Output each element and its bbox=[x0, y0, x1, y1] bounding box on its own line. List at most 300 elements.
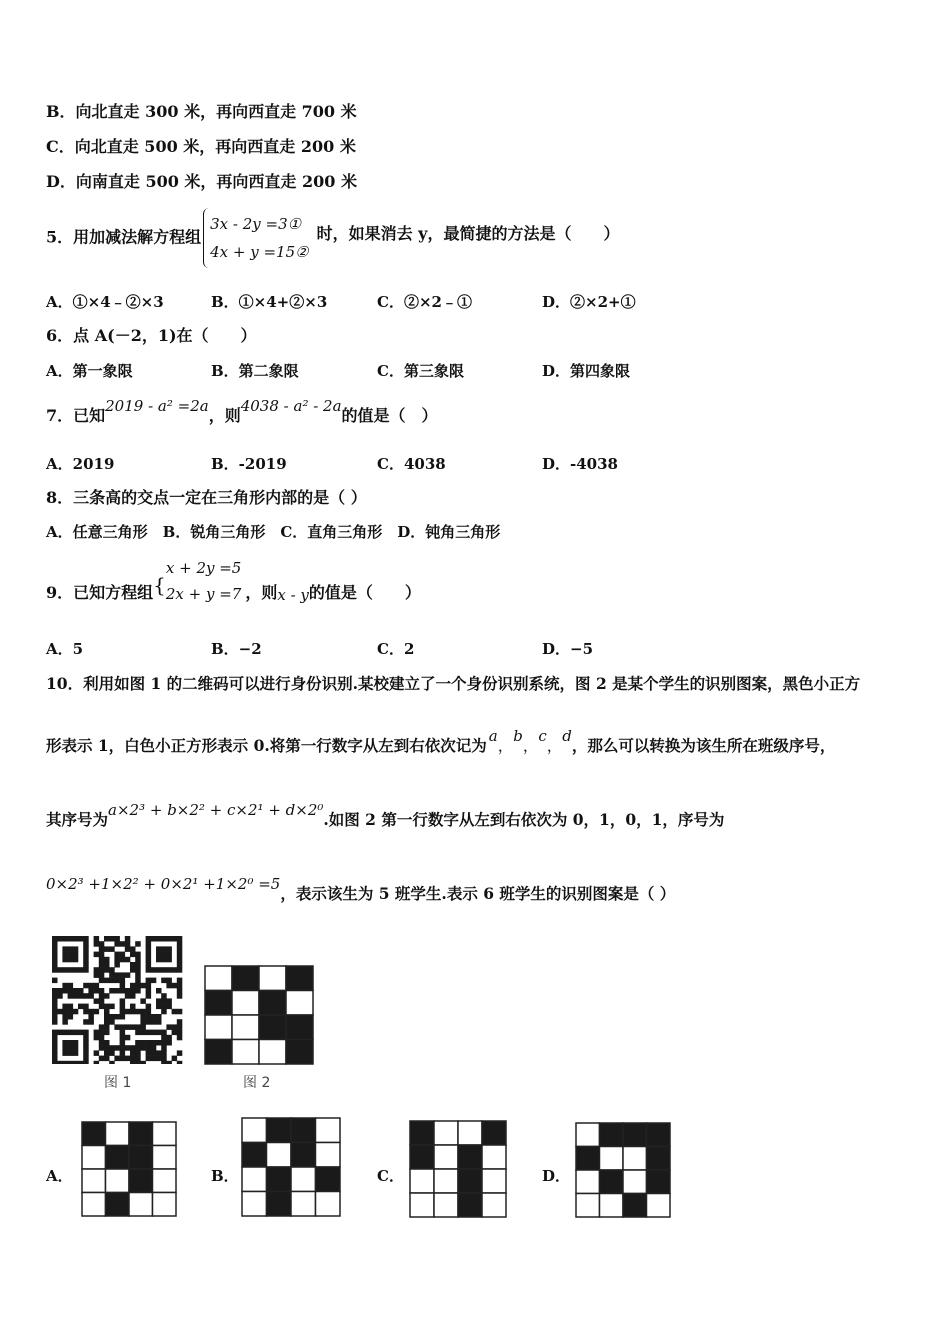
grid-cell-B-1-3 bbox=[316, 1143, 341, 1168]
qr-data-cell bbox=[130, 1056, 136, 1062]
qr-data-cell bbox=[135, 941, 141, 947]
figure-1-caption: 图 1 bbox=[104, 1075, 132, 1091]
qr-finder-cell bbox=[146, 952, 152, 958]
qr-finder-cell bbox=[62, 1045, 68, 1051]
qr-data-cell bbox=[151, 1014, 157, 1020]
qr-data-cell bbox=[68, 1009, 74, 1015]
qr-data-cell bbox=[104, 1056, 110, 1062]
qr-data-cell bbox=[88, 993, 94, 999]
q6-option-b: B．第二象限 bbox=[211, 362, 299, 380]
grid-cell-fig2-0-0 bbox=[205, 966, 232, 991]
qr-finder-cell bbox=[73, 936, 79, 942]
qr-data-cell bbox=[130, 993, 136, 999]
qr-finder-cell bbox=[151, 967, 157, 973]
qr-data-cell bbox=[161, 998, 167, 1004]
qr-data-cell bbox=[120, 1050, 126, 1056]
qr-data-cell bbox=[62, 1004, 68, 1010]
qr-data-cell bbox=[99, 993, 105, 999]
qr-data-cell bbox=[135, 967, 141, 973]
q7-prefix: 7．已知 bbox=[46, 406, 106, 425]
qr-data-cell bbox=[99, 1030, 105, 1036]
grid-cell-B-3-1 bbox=[267, 1192, 292, 1217]
qr-finder-cell bbox=[83, 936, 89, 942]
qr-finder-cell bbox=[62, 1050, 68, 1056]
q10-line3 bbox=[46, 801, 725, 830]
qr-data-cell bbox=[130, 1050, 136, 1056]
qr-data-cell bbox=[135, 972, 141, 978]
qr-finder-cell bbox=[83, 962, 89, 968]
qr-finder-cell bbox=[52, 1035, 58, 1041]
option-a-grid[interactable] bbox=[81, 1121, 177, 1217]
qr-data-cell bbox=[156, 1050, 162, 1056]
q10-var-c: c bbox=[538, 727, 547, 745]
grid-cell-A-2-1 bbox=[106, 1169, 130, 1193]
qr-data-cell bbox=[109, 936, 115, 942]
grid-cell-A-1-3 bbox=[153, 1146, 177, 1170]
q10-option-d-label: D． bbox=[542, 1167, 571, 1185]
grid-cell-fig2-1-1 bbox=[232, 991, 259, 1016]
qr-data-cell bbox=[166, 1024, 172, 1030]
qr-data-cell bbox=[104, 957, 110, 963]
q9-equation-system bbox=[166, 555, 241, 607]
qr-data-cell bbox=[99, 998, 105, 1004]
grid-cell-fig2-3-3 bbox=[286, 1040, 313, 1065]
q4-option-d: D．向南直走 500 米，再向西直走 200 米 bbox=[46, 172, 357, 191]
qr-finder-cell bbox=[73, 1040, 79, 1046]
qr-finder-cell bbox=[177, 962, 183, 968]
q10-line4b: ，表示该生为 5 班学生.表示 6 班学生的识别图案是（ ） bbox=[280, 884, 676, 903]
qr-data-cell bbox=[57, 988, 63, 994]
qr-data-cell bbox=[104, 1009, 110, 1015]
q7-expr1: 2019 - a² =2a bbox=[105, 397, 209, 415]
qr-data-cell bbox=[99, 946, 105, 952]
qr-finder-cell bbox=[78, 1030, 84, 1036]
qr-data-cell bbox=[52, 1004, 58, 1010]
grid-cell-B-0-3 bbox=[316, 1118, 341, 1143]
qr-data-cell bbox=[146, 1040, 152, 1046]
qr-data-cell bbox=[177, 988, 183, 994]
grid-cell-D-2-1 bbox=[600, 1170, 624, 1194]
qr-finder-cell bbox=[68, 952, 74, 958]
qr-data-cell bbox=[99, 988, 105, 994]
qr-data-cell bbox=[68, 1004, 74, 1010]
qr-data-cell bbox=[94, 967, 100, 973]
qr-data-cell bbox=[109, 967, 115, 973]
qr-data-cell bbox=[94, 1061, 100, 1064]
qr-data-cell bbox=[52, 1014, 58, 1020]
qr-finder-cell bbox=[62, 1030, 68, 1036]
qr-finder-cell bbox=[52, 952, 58, 958]
qr-data-cell bbox=[94, 983, 100, 989]
grid-cell-D-3-2 bbox=[623, 1194, 647, 1218]
qr-data-cell bbox=[99, 1040, 105, 1046]
figure-2-grid bbox=[204, 965, 314, 1065]
qr-data-cell bbox=[78, 988, 84, 994]
qr-data-cell bbox=[109, 1014, 115, 1020]
qr-data-cell bbox=[130, 1009, 136, 1015]
qr-data-cell bbox=[156, 1030, 162, 1036]
qr-finder-cell bbox=[161, 952, 167, 958]
qr-data-cell bbox=[130, 1045, 136, 1051]
qr-data-cell bbox=[94, 998, 100, 1004]
qr-data-cell bbox=[57, 1009, 63, 1015]
qr-data-cell bbox=[99, 1035, 105, 1041]
grid-cell-A-0-0 bbox=[82, 1122, 106, 1146]
qr-data-cell bbox=[94, 1050, 100, 1056]
qr-data-cell bbox=[172, 1056, 178, 1062]
qr-data-cell bbox=[68, 1014, 74, 1020]
q9-expr: x - y bbox=[277, 585, 309, 604]
qr-data-cell bbox=[146, 1045, 152, 1051]
grid-cell-C-2-0 bbox=[410, 1169, 434, 1193]
qr-data-cell bbox=[135, 952, 141, 958]
option-c-grid[interactable] bbox=[409, 1120, 507, 1218]
qr-data-cell bbox=[83, 1009, 89, 1015]
qr-data-cell bbox=[109, 1004, 115, 1010]
qr-data-cell bbox=[156, 1004, 162, 1010]
qr-data-cell bbox=[78, 993, 84, 999]
grid-cell-B-0-2 bbox=[291, 1118, 316, 1143]
qr-data-cell bbox=[151, 1019, 157, 1024]
qr-finder-cell bbox=[68, 1045, 74, 1051]
grid-cell-B-0-1 bbox=[267, 1118, 292, 1143]
q10-var-a: a bbox=[488, 727, 498, 745]
qr-data-cell bbox=[156, 998, 162, 1004]
qr-finder-cell bbox=[52, 957, 58, 963]
qr-finder-cell bbox=[52, 941, 58, 947]
option-b-grid[interactable] bbox=[241, 1117, 341, 1217]
qr-data-cell bbox=[120, 1024, 126, 1030]
q6-option-a: A．第一象限 bbox=[46, 362, 133, 380]
qr-finder-cell bbox=[62, 952, 68, 958]
qr-data-cell bbox=[125, 957, 131, 963]
qr-data-cell bbox=[135, 1009, 141, 1015]
grid-cell-A-0-3 bbox=[153, 1122, 177, 1146]
grid-cell-B-1-0 bbox=[242, 1143, 267, 1168]
qr-data-cell bbox=[140, 1045, 146, 1051]
qr-data-cell bbox=[130, 967, 136, 973]
qr-data-cell bbox=[120, 1040, 126, 1046]
q6-option-d: D．第四象限 bbox=[542, 362, 631, 380]
qr-finder-cell bbox=[83, 952, 89, 958]
qr-data-cell bbox=[52, 978, 58, 984]
grid-cell-A-2-0 bbox=[82, 1169, 106, 1193]
qr-finder-cell bbox=[73, 967, 79, 973]
grid-cell-C-1-3 bbox=[482, 1145, 506, 1169]
qr-data-cell bbox=[140, 1024, 146, 1030]
qr-data-cell bbox=[94, 952, 100, 958]
q7-option-b: B．-2019 bbox=[211, 455, 287, 473]
qr-data-cell bbox=[161, 1009, 167, 1015]
qr-data-cell bbox=[114, 972, 120, 978]
qr-data-cell bbox=[161, 1035, 167, 1041]
qr-data-cell bbox=[177, 1030, 183, 1036]
question-8: 8．三条高的交点一定在三角形内部的是（ ） bbox=[46, 488, 367, 507]
qr-data-cell bbox=[156, 1056, 162, 1062]
qr-finder-cell bbox=[146, 967, 152, 973]
q9-mid: ，则 bbox=[245, 582, 278, 602]
grid-cell-C-3-1 bbox=[434, 1193, 458, 1217]
qr-finder-cell bbox=[57, 1030, 63, 1036]
qr-data-cell bbox=[52, 1009, 58, 1015]
qr-data-cell bbox=[161, 1061, 167, 1064]
qr-finder-cell bbox=[83, 1045, 89, 1051]
qr-finder-cell bbox=[146, 946, 152, 952]
qr-data-cell bbox=[125, 946, 131, 952]
qr-data-cell bbox=[135, 962, 141, 968]
qr-finder-cell bbox=[52, 1050, 58, 1056]
qr-data-cell bbox=[104, 967, 110, 973]
qr-data-cell bbox=[135, 1056, 141, 1062]
qr-data-cell bbox=[99, 952, 105, 958]
qr-data-cell bbox=[177, 1050, 183, 1056]
q10-option-a-label: A． bbox=[46, 1167, 73, 1185]
q9-option-c: C．2 bbox=[377, 640, 415, 658]
qr-finder-cell bbox=[166, 946, 172, 952]
q10-line1: 10．利用如图 1 的二维码可以进行身份识别.某校建立了一个身份识别系统，图 2 是某个学生的识别图案，黑色小正方 bbox=[46, 674, 861, 693]
qr-data-cell bbox=[146, 1019, 152, 1024]
qr-data-cell bbox=[114, 957, 120, 963]
qr-finder-cell bbox=[146, 962, 152, 968]
qr-data-cell bbox=[161, 1050, 167, 1056]
qr-finder-cell bbox=[156, 946, 162, 952]
qr-finder-cell bbox=[83, 1030, 89, 1036]
qr-data-cell bbox=[120, 1035, 126, 1041]
qr-data-cell bbox=[114, 988, 120, 994]
figure-1-qr-code bbox=[52, 936, 186, 1064]
grid-cell-A-3-3 bbox=[153, 1193, 177, 1217]
qr-data-cell bbox=[166, 1061, 172, 1064]
q5-eq2: 4x + y =15② bbox=[210, 243, 309, 261]
qr-data-cell bbox=[135, 1030, 141, 1036]
grid-cell-D-3-1 bbox=[600, 1194, 624, 1218]
qr-finder-cell bbox=[146, 957, 152, 963]
grid-cell-B-1-2 bbox=[291, 1143, 316, 1168]
grid-cell-fig2-3-0 bbox=[205, 1040, 232, 1065]
q4-option-b: B．向北直走 300 米，再向西直走 700 米 bbox=[46, 102, 357, 121]
qr-data-cell bbox=[166, 978, 172, 984]
grid-cell-C-1-1 bbox=[434, 1145, 458, 1169]
qr-data-cell bbox=[172, 983, 178, 989]
qr-data-cell bbox=[104, 978, 110, 984]
qr-finder-cell bbox=[68, 1030, 74, 1036]
q7-option-a: A．2019 bbox=[46, 455, 115, 473]
qr-finder-cell bbox=[83, 1035, 89, 1041]
qr-data-cell bbox=[120, 983, 126, 989]
q10-var-b: b bbox=[513, 727, 523, 745]
qr-data-cell bbox=[114, 936, 120, 942]
grid-cell-C-2-3 bbox=[482, 1169, 506, 1193]
qr-data-cell bbox=[104, 962, 110, 968]
qr-data-cell bbox=[62, 983, 68, 989]
qr-data-cell bbox=[156, 1019, 162, 1024]
q7-mid: ，则 bbox=[208, 406, 241, 425]
grid-cell-D-0-2 bbox=[623, 1123, 647, 1147]
qr-data-cell bbox=[161, 978, 167, 984]
qr-finder-cell bbox=[52, 1040, 58, 1046]
grid-cell-D-0-3 bbox=[647, 1123, 671, 1147]
qr-finder-cell bbox=[161, 957, 167, 963]
qr-data-cell bbox=[146, 993, 152, 999]
grid-cell-B-2-1 bbox=[267, 1167, 292, 1192]
qr-finder-cell bbox=[62, 946, 68, 952]
q9-eq1: x + 2y =5 bbox=[165, 559, 242, 577]
qr-data-cell bbox=[125, 1045, 131, 1051]
grid-cell-D-2-2 bbox=[623, 1170, 647, 1194]
grid-cell-fig2-1-0 bbox=[205, 991, 232, 1016]
qr-finder-cell bbox=[166, 957, 172, 963]
qr-data-cell bbox=[130, 952, 136, 958]
qr-data-cell bbox=[146, 1056, 152, 1062]
qr-data-cell bbox=[166, 998, 172, 1004]
qr-data-cell bbox=[130, 946, 136, 952]
qr-finder-cell bbox=[62, 1061, 68, 1064]
q5-option-a: A．①×4﹣②×3 bbox=[46, 293, 164, 311]
option-d-grid[interactable] bbox=[575, 1122, 671, 1218]
q9-option-b: B．−2 bbox=[211, 640, 262, 658]
qr-data-cell bbox=[99, 1024, 105, 1030]
qr-finder-cell bbox=[73, 1030, 79, 1036]
qr-data-cell bbox=[125, 988, 131, 994]
qr-data-cell bbox=[94, 988, 100, 994]
qr-data-cell bbox=[120, 1009, 126, 1015]
qr-data-cell bbox=[151, 1050, 157, 1056]
qr-finder-cell bbox=[177, 941, 183, 947]
grid-cell-fig2-3-1 bbox=[232, 1040, 259, 1065]
q7-option-d: D．-4038 bbox=[542, 455, 618, 473]
qr-data-cell bbox=[109, 1019, 115, 1024]
qr-finder-cell bbox=[83, 1056, 89, 1062]
qr-data-cell bbox=[114, 962, 120, 968]
qr-data-cell bbox=[52, 993, 58, 999]
grid-cell-fig2-1-2 bbox=[259, 991, 286, 1016]
qr-data-cell bbox=[125, 1035, 131, 1041]
qr-finder-cell bbox=[78, 936, 84, 942]
qr-finder-cell bbox=[166, 936, 172, 942]
qr-finder-cell bbox=[161, 946, 167, 952]
qr-data-cell bbox=[104, 993, 110, 999]
qr-data-cell bbox=[140, 998, 146, 1004]
grid-cell-A-0-2 bbox=[129, 1122, 153, 1146]
qr-data-cell bbox=[156, 988, 162, 994]
qr-data-cell bbox=[109, 988, 115, 994]
qr-data-cell bbox=[109, 978, 115, 984]
figure-2-caption: 图 2 bbox=[243, 1075, 271, 1091]
qr-data-cell bbox=[88, 988, 94, 994]
qr-data-cell bbox=[130, 1061, 136, 1064]
qr-finder-cell bbox=[52, 946, 58, 952]
qr-data-cell bbox=[109, 1045, 115, 1051]
qr-finder-cell bbox=[62, 957, 68, 963]
qr-finder-cell bbox=[73, 1050, 79, 1056]
qr-data-cell bbox=[99, 978, 105, 984]
qr-data-cell bbox=[88, 1019, 94, 1024]
qr-finder-cell bbox=[83, 946, 89, 952]
qr-data-cell bbox=[151, 1040, 157, 1046]
qr-data-cell bbox=[114, 941, 120, 947]
qr-data-cell bbox=[120, 1056, 126, 1062]
grid-cell-A-2-2 bbox=[129, 1169, 153, 1193]
q5-option-c: C．②×2﹣① bbox=[377, 293, 472, 311]
grid-cell-fig2-2-3 bbox=[286, 1015, 313, 1040]
qr-data-cell bbox=[146, 978, 152, 984]
qr-data-cell bbox=[83, 1019, 89, 1024]
qr-data-cell bbox=[161, 1056, 167, 1062]
grid-cell-fig2-2-1 bbox=[232, 1015, 259, 1040]
q6-option-c: C．第三象限 bbox=[377, 362, 464, 380]
qr-data-cell bbox=[120, 998, 126, 1004]
grid-cell-C-1-2 bbox=[458, 1145, 482, 1169]
qr-data-cell bbox=[161, 1045, 167, 1051]
grid-cell-D-3-3 bbox=[647, 1194, 671, 1218]
qr-data-cell bbox=[120, 988, 126, 994]
qr-data-cell bbox=[68, 993, 74, 999]
qr-data-cell bbox=[73, 993, 79, 999]
qr-finder-cell bbox=[52, 936, 58, 942]
qr-data-cell bbox=[99, 1045, 105, 1051]
qr-data-cell bbox=[52, 988, 58, 994]
qr-data-cell bbox=[120, 1004, 126, 1010]
qr-finder-cell bbox=[52, 967, 58, 973]
qr-finder-cell bbox=[177, 946, 183, 952]
qr-data-cell bbox=[166, 1004, 172, 1010]
qr-finder-cell bbox=[73, 1061, 79, 1064]
qr-finder-cell bbox=[68, 1050, 74, 1056]
qr-data-cell bbox=[161, 1004, 167, 1010]
qr-finder-cell bbox=[73, 1045, 79, 1051]
qr-data-cell bbox=[140, 1040, 146, 1046]
q9-brace: { bbox=[153, 573, 166, 597]
grid-cell-fig2-2-0 bbox=[205, 1015, 232, 1040]
grid-cell-C-3-2 bbox=[458, 1193, 482, 1217]
qr-data-cell bbox=[114, 952, 120, 958]
qr-finder-cell bbox=[57, 967, 63, 973]
grid-cell-fig2-0-2 bbox=[259, 966, 286, 991]
grid-cell-D-1-3 bbox=[647, 1147, 671, 1171]
qr-data-cell bbox=[161, 1040, 167, 1046]
q10-line2b: ，那么可以转换为该生所在班级序号， bbox=[571, 736, 836, 755]
grid-cell-C-0-3 bbox=[482, 1121, 506, 1145]
qr-data-cell bbox=[161, 993, 167, 999]
q5-option-b: B．①×4+②×3 bbox=[211, 293, 328, 311]
q9-option-d: D．−5 bbox=[542, 640, 594, 658]
qr-data-cell bbox=[94, 1009, 100, 1015]
q10-option-c-label: C． bbox=[377, 1167, 404, 1185]
qr-data-cell bbox=[120, 952, 126, 958]
qr-data-cell bbox=[104, 946, 110, 952]
qr-data-cell bbox=[104, 1014, 110, 1020]
grid-cell-D-0-0 bbox=[576, 1123, 600, 1147]
q9-option-a: A．5 bbox=[46, 640, 84, 658]
qr-data-cell bbox=[62, 988, 68, 994]
grid-cell-A-0-1 bbox=[106, 1122, 130, 1146]
qr-finder-cell bbox=[52, 962, 58, 968]
grid-cell-D-2-0 bbox=[576, 1170, 600, 1194]
q10-option-b-label: B． bbox=[211, 1167, 239, 1185]
qr-finder-cell bbox=[78, 1061, 84, 1064]
qr-finder-cell bbox=[161, 967, 167, 973]
grid-cell-C-2-2 bbox=[458, 1169, 482, 1193]
qr-data-cell bbox=[94, 1030, 100, 1036]
grid-cell-B-3-2 bbox=[291, 1192, 316, 1217]
q5-equation-system bbox=[203, 208, 312, 268]
qr-data-cell bbox=[177, 1024, 183, 1030]
qr-data-cell bbox=[177, 993, 183, 999]
qr-finder-cell bbox=[156, 952, 162, 958]
qr-data-cell bbox=[130, 983, 136, 989]
qr-data-cell bbox=[177, 978, 183, 984]
grid-cell-A-1-2 bbox=[129, 1146, 153, 1170]
